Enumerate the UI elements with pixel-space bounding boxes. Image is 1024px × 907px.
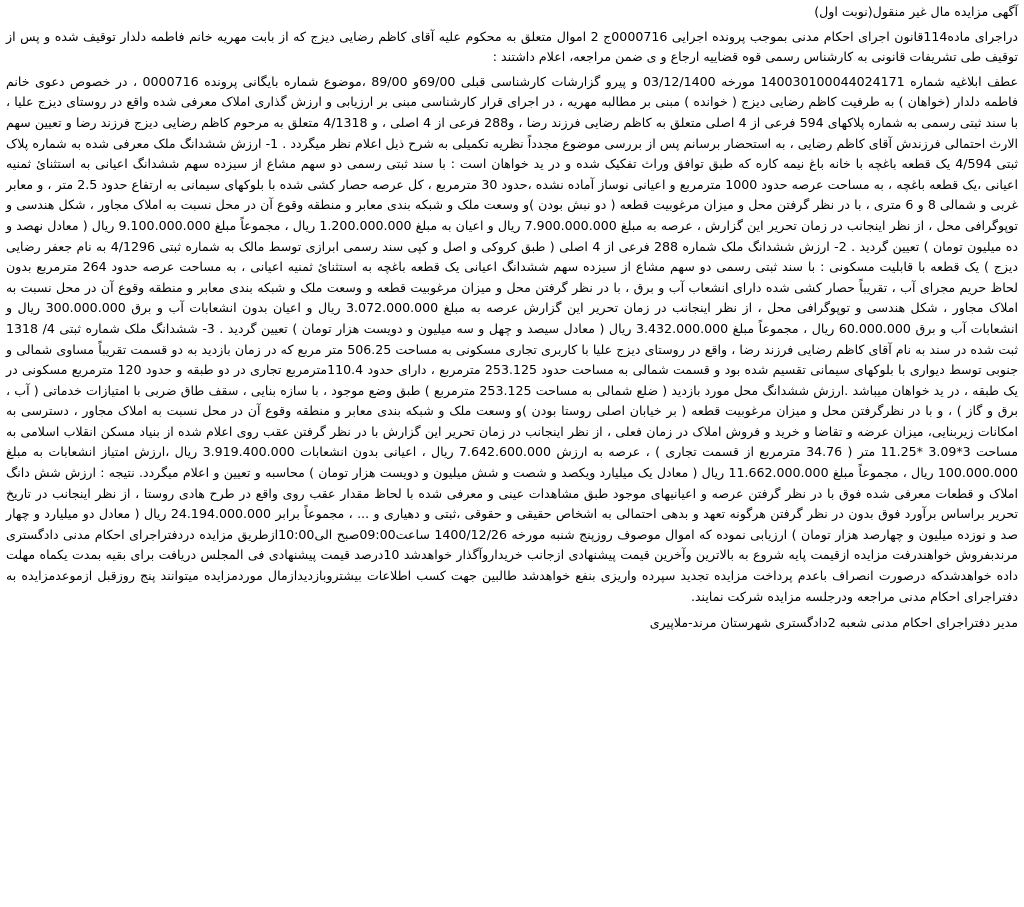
notice-body: عطف ابلاغیه شماره 140030100044024171 مورخه 03/12/1400 و پیرو گزارشات کارشناسی قبلی 69/00و 89/00 ،موضوع شماره بایگانی پرونده 0000716 ، در خصوص دعوی خانم فاطمه دلدار (خواهان ) به طرفیت کاظم رضایی دیزج ( خوانده ) مبنی بر مطالبه مهریه ، در اجرای قرار کارشناسی مبنی بر ارزیابی و ارزش گذاری املاک معرفی شده واقع در روستای دیزج علیا ، با سند ثبتی رسمی به شماره پلاکهای 594 فرعی از 4 اصلی متعلق به کاظم رضایی فرزند رضا ، و288 فرعی از 4 اصلی ، و 4/1318 متعلق به مرحوم کاظم رضایی دیزج فرزند رضا و تعیین سهم الارث احتمالی فرزندش آقای کاظم رضایی ، به استحضار برسانم پس از بررسی موضوع مجدداً نظریه تکمیلی به شرح ذیل اعلام نظر میگردد . 1- ارزش ششدانگ ملک معرفی شده به شماره پلاک ثبتی 4/594 یک قطعه باغچه با خانه باغ نیمه کاره که طبق توافق وراث تفکیک شده و در ید خواهان است : با سند ثبتی رسمی دو سهم مشاع از سیزده سهم ششدانگ اعیانی به استثنائ ثمنیه اعیانی ،یک قطعه باغچه ، به مساحت عرصه حدود 1000 مترمربع و اعیانی نوساز آماده نشده ،حدود 30 مترمربع ، کل عرصه حصار کشی شده با بلوکهای سیمانی به ارتفاع حدود 2.5 متر ، و معابر غربی و شمالی 8 و 6 متری ، با در نظر گرفتن محل و میزان مرغوبیت قطعه ( دو نبش بودن )و وسعت ملک و شبکه بندی معابر و منطقه وقوع آن در محل نسبت به املاک مجاور ، شکل هندسی و توپوگرافی محل ، از نظر اینجانب در زمان تحریر این گزارش ، عرصه به مبلغ 7.900.000.000 ریال و اعیان به مبلغ 1.200.000.000 ریال ، مجموعاً مبلغ 9.100.000.000 ریال ( معادل نهصد و ده میلیون تومان ) تعیین گردید . 2- ارزش ششدانگ ملک شماره 288 فرعی از 4 اصلی ( طبق کروکی و اصل و کپی سند رسمی ابرازی توسط مالک به شماره ثبتی 4/1296 به نام جعفر رضایی دیزج ) یک قطعه با قابلیت مسکونی : با سند ثبتی رسمی دو سهم مشاع از سیزده سهم ششدانگ اعیانی یک قطعه باغچه به استثنائ ثمنیه اعیانی ، به مساحت عرصه حدود 264 مترمربع بدون لحاظ حریم مجرای آب ، تقریباً حصار کشی شده دارای انشعاب آب و برق ، با در نظر گرفتن محل و میزان مرغوبیت قطعه و وسعت ملک و شبکه بندی معابر و منطقه وقوع آن در محل نسبت به املاک مجاور ، شکل هندسی و توپوگرافی محل ، از نظر اینجانب در زمان تحریر این گزارش عرصه به مبلغ 3.072.000.000 ریال و اعیان بدون انشعابات آب و برق 300.000.000 ریال و انشعابات آب و برق 60.000.000 ریال ، مجموعاً مبلغ 3.432.000.000 ریال ( معادل سیصد و چهل و سه میلیون و دویست هزار تومان ) تعیین گردید . 3- ششدانگ ملک شماره ثبتی 4/ 1318 ثبت شده در سند به نام آقای کاظم رضایی فرزند رضا ، واقع در روستای دیزج علیا با کاربری تجاری مسکونی به مساحت 506.25 متر مربع که در زمان بازدید به دو قسمت تقریباً مساوی شمالی و جنوبی توسط دیواری با بلوکهای سیمانی تقسیم شده بود و قسمت شمالی به مساحت حدود 253.125 مترمربع ، دارای حدود 110.4مترمربع تجاری در دو طبقه و حدود 120 مترمربع مسکونی در یک طبقه ، در ید خواهان میباشد .ارزش ششدانگ محل مورد بازدید ( ضلع شمالی به مساحت 253.125 مترمربع ) طبق وضع موجود ، با سازه بنایی ، سقف طاق ضربی با امتیازات خدماتی ( آب ، برق و گاز ) ، و با در نظرگرفتن محل و میزان مرغوبیت قطعه ( بر خیابان اصلی روستا بودن )و وسعت ملک و شبکه بندی معابر و منطقه وقوع آن در محل نسبت به املاک مجاور ، دسترسی به امکانات زیربنایی، میزان عرضه و تقاضا و خرید و فروش املاک در زمان فعلی ، از نظر اینجانب در زمان تحریر این گزارش با در نظر گرفتن عقب روی اعلام شده از بنیاد مسکن انقلاب اسلامی به مساحت 3*3.09 *11.25 متر ( 34.76 مترمربع از قسمت تجاری ) ، عرصه به ارزش 7.642.600.000 ریال ، اعیانی بدون انشعابات 3.919.400.000 ریال ،ارزش امتیاز انشعابات به مبلغ 100.000.000 ریال ، مجموعاً مبلغ 11.662.000.000 ریال ( معادل یک میلیارد ویکصد و شصت و شش میلیون و دویست هزار تومان ) محاسبه و تعیین و اعلام میگردد. نتیجه : ارزش شش دانگ املاک و قطعات معرفی شده فوق با در نظر گرفتن عرصه و اعیانیهای موجود طبق مشاهدات عینی و معرفی شده با لحاظ مقدار عقب روی واقع در طرح هادی روستا ، از نظر اینجانب در تاریخ تحریر براساس برآورد فوق بدون در نظر گرفتن هرگونه تعهد و بدهی احتمالی به اشخاص حقیقی و حقوقی ،ثبتی و دهیاری و ... ، مجموعاً برابر 24.194.000.000 ریال ( معادل دو میلیارد و چهار صد و نوزده میلیون و چهارصد هزار تومان ) ارزیابی نموده که اموال موصوف روزپنج شنبه مورخه 1400/12/26 ساعت09:00صبح الی10:00ازطریق مزایده دردفتراجرای احکام مدنی دادگستری مرندبفروش خواهندرفت مزایده ازقیمت پایه شروع به بالاترین وآخرین قیمت پیشنهادی ازجانب خریداروآگذار خواهدشد 10درصد قیمت پیشنهادی فی المجلس دریافت برای بقیه بمدت یکماه مهلت داده خواهدشدکه درصورت انصراف باعدم پرداخت مزایده تجدید سپرده واریزی بنفع خواهدشد طالبین جهت کسب اطلاعات بیشتروبازدیدازمال موردمزایده میتوانند پنج روزقبل ازموعدمزایده به دفتراجرای احکام مدنی مراجعه ودرجلسه مزایده شرکت نمایند. [6,73,1019,604]
auction-notice [6,2,1018,905]
notice-intro: دراجرای ماده114قانون اجرای احکام مدنی بموجب پرونده اجرایی 0000716ج 2 اموال متعلق به محکوم علیه آقای کاظم رضایی دیزج که از بابت مهریه خانم فاطمه دلدار توقیف شده و پس از توقیف طی تشریفات قانونی به کارشناس رسمی قوه قضاییه ارجاع و ی ضمن مراجعه، اعلام داشتند : [6,28,1019,65]
notice-title: آگهی مزایده مال غیر منقول(نوبت اول) [814,4,1018,19]
notice-signature: مدیر دفتراجرای احکام مدنی شعبه 2دادگستری شهرستان مرند-ملاپیری [649,615,1018,631]
